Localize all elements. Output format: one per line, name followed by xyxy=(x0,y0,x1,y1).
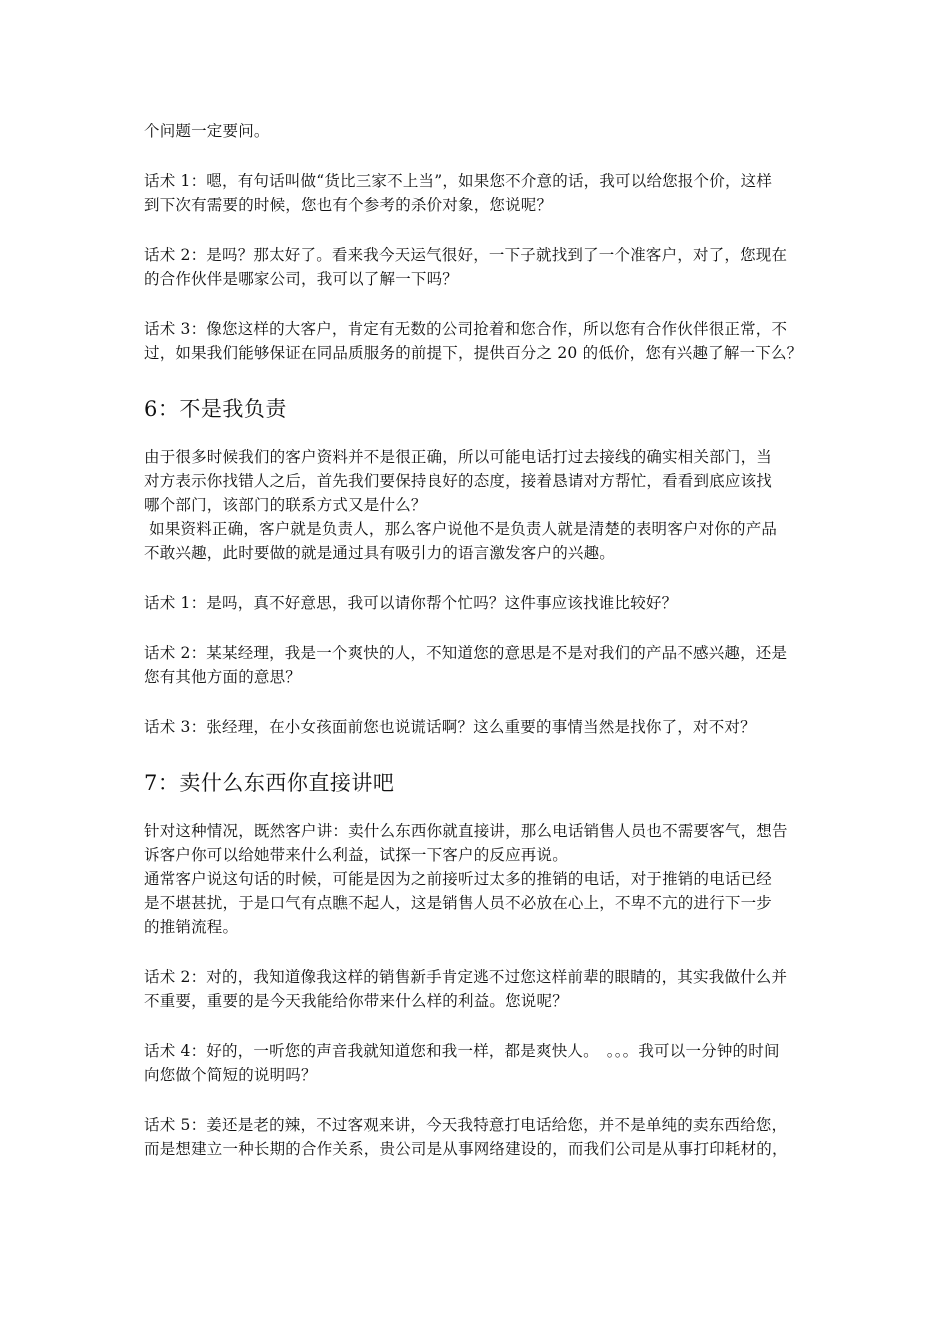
s7-description xyxy=(144,819,824,939)
text-line: 的推销流程。 xyxy=(144,918,239,936)
text-line: 个问题一定要问。 xyxy=(144,122,270,140)
text-line: 诉客户你可以给她带来什么利益，试探一下客户的反应再说。 xyxy=(144,846,568,864)
text-line: 过，如果我们能够保证在同品质服务的前提下，提供百分之 20 的低价，您有兴趣了解一下么？ xyxy=(144,344,803,362)
section-6-heading: 6：不是我负责 xyxy=(144,397,287,421)
text-line: 话术 2：是吗？那太好了。看来我今天运气很好，一下子就找到了一个准客户，对了，您现在 xyxy=(144,246,788,264)
s7-script-5 xyxy=(144,1113,824,1161)
text-line: 针对这种情况，既然客户讲：卖什么东西你就直接讲，那么电话销售人员也不需要客气，想告 xyxy=(144,822,788,840)
s5-script-3 xyxy=(144,317,824,365)
s7-script-2 xyxy=(144,965,824,1013)
s6-script-1 xyxy=(144,591,824,615)
text-line: 话术 3：像您这样的大客户，肯定有无数的公司抢着和您合作，所以您有合作伙伴很正常，不 xyxy=(144,320,788,338)
text-line: 由于很多时候我们的客户资料并不是很正确，所以可能电话打过去接线的确实相关部门，当 xyxy=(144,448,773,466)
text-line: 话术 1：嗯，有句话叫做“货比三家不上当”，如果您不介意的话，我可以给您报个价，这样 xyxy=(144,172,773,190)
s5-script-2 xyxy=(144,243,824,291)
s6-description xyxy=(144,445,824,565)
text-line: 话术 5：姜还是老的辣，不过客观来讲，今天我特意打电话给您，并不是单纯的卖东西给您， xyxy=(144,1116,788,1134)
text-line: 话术 2：对的，我知道像我这样的销售新手肯定逃不过您这样前辈的眼睛的，其实我做什么并 xyxy=(144,968,788,986)
text-line: 的合作伙伴是哪家公司，我可以了解一下吗？ xyxy=(144,270,459,288)
text-line: 话术 4：好的，一听您的声音我就知道您和我一样，都是爽快人。 。。。我可以一分钟的时间 xyxy=(144,1042,780,1060)
text-line: 您有其他方面的意思？ xyxy=(144,668,302,686)
text-line: 通常客户说这句话的时候，可能是因为之前接听过太多的推销的电话，对于推销的电话已经 xyxy=(144,870,773,888)
intro-paragraph xyxy=(144,119,824,143)
text-line: 哪个部门，该部门的联系方式又是什么？ xyxy=(144,496,427,514)
text-line: 而是想建立一种长期的合作关系，贵公司是从事网络建设的，而我们公司是从事打印耗材的， xyxy=(144,1140,788,1158)
text-line: 不敢兴趣，此时要做的就是通过具有吸引力的语言激发客户的兴趣。 xyxy=(144,544,616,562)
text-line: 话术 1：是吗，真不好意思，我可以请你帮个忙吗？这件事应该找谁比较好？ xyxy=(144,594,678,612)
text-line: 向您做个简短的说明吗？ xyxy=(144,1066,317,1084)
text-line: 到下次有需要的时候，您也有个参考的杀价对象，您说呢？ xyxy=(144,196,553,214)
s7-script-4 xyxy=(144,1039,824,1087)
text-line: 话术 2：某某经理，我是一个爽快的人，不知道您的意思是不是对我们的产品不感兴趣，还是 xyxy=(144,644,788,662)
text-line: 不重要，重要的是今天我能给你带来什么样的利益。您说呢？ xyxy=(144,992,568,1010)
s5-script-1 xyxy=(144,169,824,217)
text-line: 如果资料正确，客户就是负责人，那么客户说他不是负责人就是清楚的表明客户对你的产品 xyxy=(144,520,778,538)
s6-script-2 xyxy=(144,641,824,689)
s6-script-3 xyxy=(144,715,824,739)
text-line: 对方表示你找错人之后，首先我们要保持良好的态度，接着恳请对方帮忙，看看到底应该找 xyxy=(144,472,773,490)
text-line: 话术 3：张经理，在小女孩面前您也说谎话啊？这么重要的事情当然是找你了，对不对？ xyxy=(144,718,756,736)
text-line: 是不堪甚扰，于是口气有点瞧不起人，这是销售人员不必放在心上，不卑不亢的进行下一步 xyxy=(144,894,773,912)
section-7-heading: 7：卖什么东西你直接讲吧 xyxy=(144,771,395,795)
document-body xyxy=(144,119,824,1161)
